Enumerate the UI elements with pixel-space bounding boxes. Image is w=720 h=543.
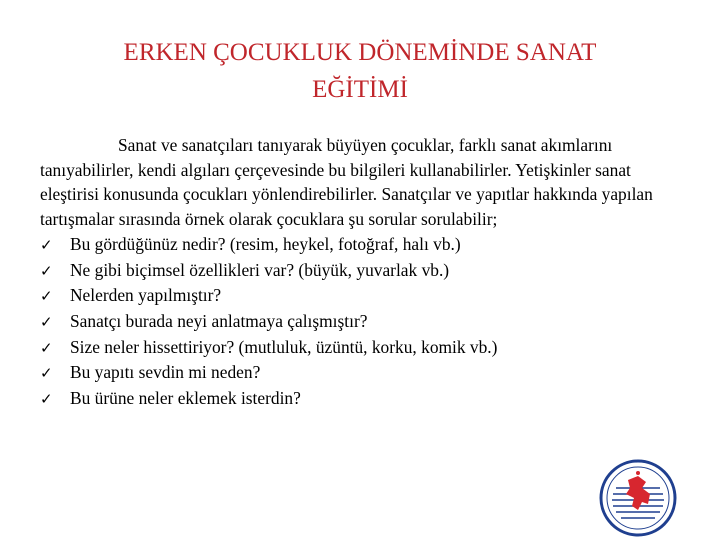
check-mark-icon: ✓ (40, 235, 53, 254)
slide-body (40, 133, 690, 412)
check-mark-icon: ✓ (40, 261, 53, 280)
list-item-text: Sanatçı burada neyi anlatmaya çalışmıştır? (70, 310, 368, 331)
list-item-text: Bu gördüğünüz nedir? (resim, heykel, fotoğraf, halı vb.) (70, 233, 461, 254)
list-item (40, 283, 690, 309)
list-item (40, 360, 690, 386)
list-item (40, 232, 690, 258)
check-mark-icon: ✓ (40, 364, 53, 383)
list-item-text: Bu ürüne neler eklemek isterdin? (70, 388, 301, 409)
title-line-2: EĞİTİMİ (312, 76, 408, 103)
question-list (40, 232, 690, 412)
check-mark-icon: ✓ (40, 390, 53, 409)
title-line-1: ERKEN ÇOCUKLUK DÖNEMİNDE SANAT (123, 39, 597, 66)
list-item-text: Bu yapıtı sevdin mi neden? (70, 362, 261, 383)
slide-title (60, 34, 660, 108)
list-item (40, 309, 690, 335)
list-item-text: Ne gibi biçimsel özellikleri var? (büyük, yuvarlak vb.) (70, 259, 450, 280)
list-item (40, 258, 690, 284)
check-mark-icon: ✓ (40, 312, 53, 331)
check-mark-icon: ✓ (40, 287, 53, 306)
intro-paragraph: Sanat ve sanatçıları tanıyarak büyüyen çocuklar, farklı sanat akımlarını tanıyabilirler, kendi algıları çerçevesinde bu bilgileri kullanabilirler. Yetişkinler sanat eleştirisi konusunda çocukları yönlendirebilirler. Sanatçılar ve yapıtlar hakkında yapılan tartışmalar sırasında örnek olarak çocuklara şu sorular sorulabilir; (40, 135, 653, 230)
list-item-text: Nelerden yapılmıştır? (70, 285, 222, 306)
check-mark-icon: ✓ (40, 338, 53, 357)
university-seal-logo (598, 458, 678, 538)
list-item-text: Size neler hissettiriyor? (mutluluk, üzüntü, korku, komik vb.) (70, 336, 498, 357)
list-item (40, 386, 690, 412)
list-item (40, 335, 690, 361)
